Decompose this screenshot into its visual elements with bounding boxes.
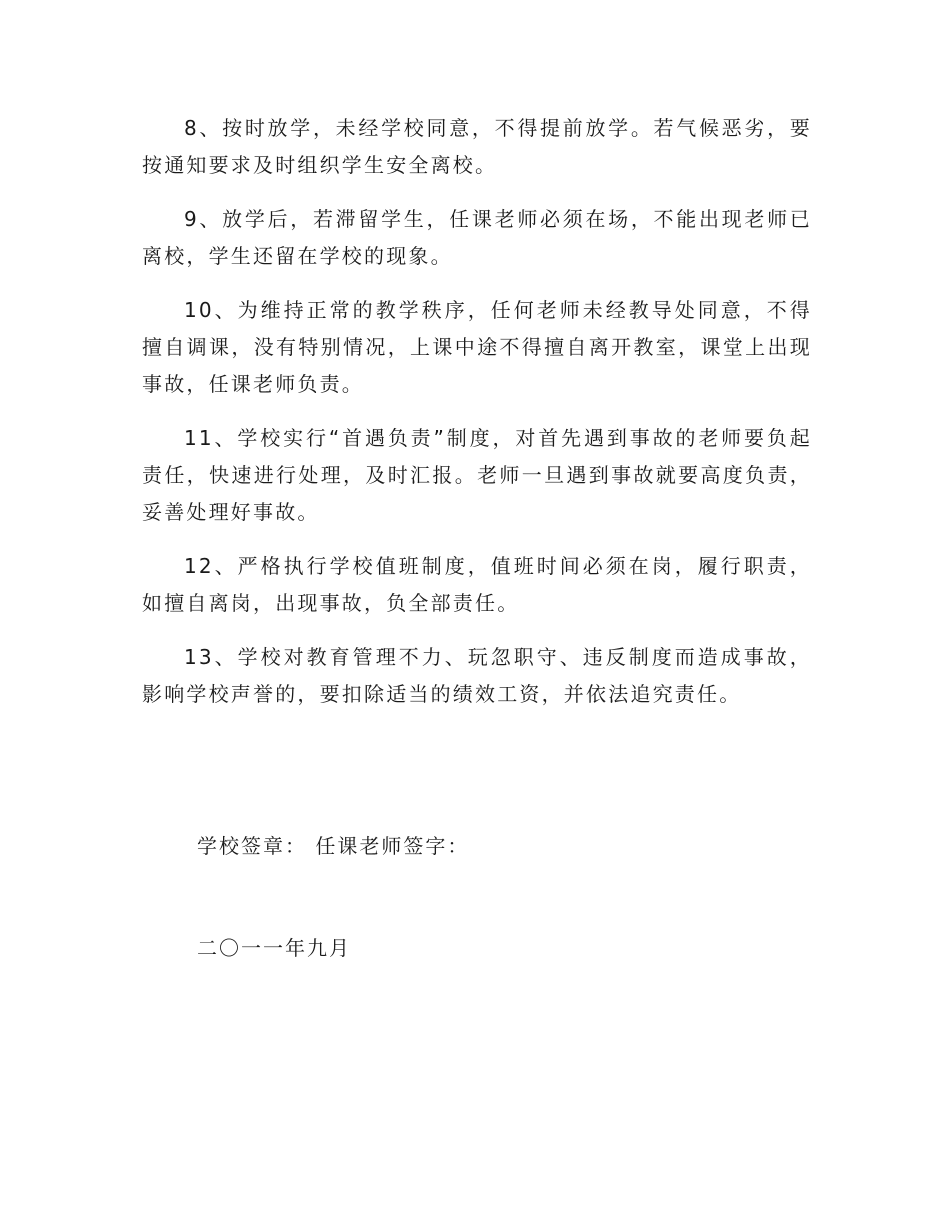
paragraph-item-10: 10、为维持正常的教学秩序，任何老师未经教导处同意，不得擅自调课，没有特别情况，上课中途不得擅自离开教室，课堂上出现事故，任课老师负责。 <box>142 298 812 396</box>
paragraph-item-13: 13、学校对教育管理不力、玩忽职守、违反制度而造成事故，影响学校声誉的，要扣除适当的绩效工资，并依法追究责任。 <box>142 645 812 706</box>
school-seal-label: 学校签章： <box>197 834 307 858</box>
paragraph-item-11: 11、学校实行“首遇负责”制度，对首先遇到事故的老师要负起责任，快速进行处理，及时汇报。老师一旦遇到事故就要高度负责，妥善处理好事故。 <box>142 426 812 524</box>
document-body <box>142 110 812 730</box>
signature-line <box>197 828 469 865</box>
teacher-signature-label: 任课老师签字： <box>315 834 470 858</box>
paragraph-item-12: 12、严格执行学校值班制度，值班时间必须在岗，履行职责，如擅自离岗，出现事故，负全部责任。 <box>142 554 812 615</box>
document-date: 二〇一一年九月 <box>197 936 351 960</box>
paragraph-item-9: 9、放学后，若滞留学生，任课老师必须在场，不能出现老师已离校，学生还留在学校的现象。 <box>142 207 812 268</box>
paragraph-item-8: 8、按时放学，未经学校同意，不得提前放学。若气候恶劣，要按通知要求及时组织学生安全离校。 <box>142 116 812 177</box>
